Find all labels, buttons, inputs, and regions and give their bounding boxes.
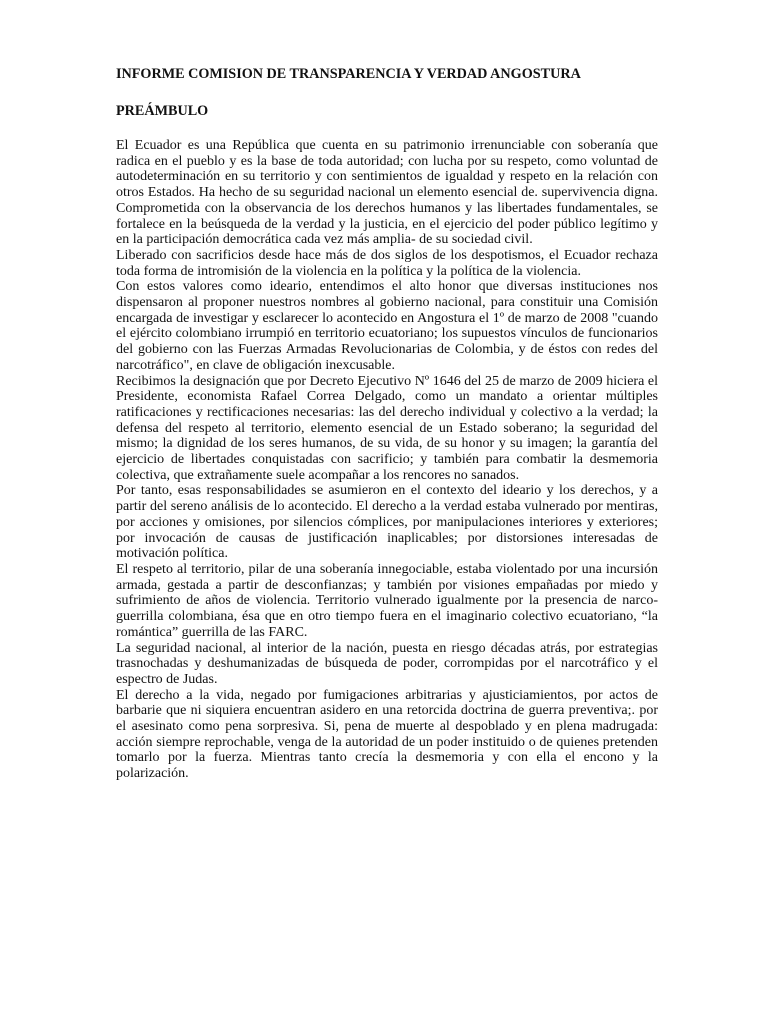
paragraph: Por tanto, esas responsabilidades se asumieron en el contexto del ideario y los derechos, y a partir del sereno análisis de lo acontecido. El derecho a la verdad estaba vulnerado por mentiras, por acciones y omisiones, por silencios cómplices, por manipulaciones interiores y exteriores; por invocación de causas de justificación inaplicables; por distorsiones interesadas de motivación política.	[116, 483, 658, 562]
paragraph: Recibimos la designación que por Decreto Ejecutivo Nº 1646 del 25 de marzo de 2009 hiciera el Presidente, economista Rafael Correa Delgado, como un mandato a orientar múltiples ratificaciones y rectificaciones necesarias: las del derecho individual y colectivo a la verdad; la defensa del respeto al territorio, elemento esencial de un Estado soberano; la seguridad del mismo; la dignidad de los seres humanos, de su vida, de su honor y su imagen; la garantía del ejercicio de libertades conquistadas con sacrificio; y también para combatir la desmemoria colectiva, que extrañamente suele acompañar a los rencores no sanados.	[116, 373, 658, 483]
paragraph: Liberado con sacrificios desde hace más de dos siglos de los despotismos, el Ecuador rechaza toda forma de intromisión de la violencia en la política y la política de la violencia.	[116, 247, 658, 279]
document-page	[116, 66, 658, 782]
section-heading-preambulo: PREÁMBULO	[116, 103, 209, 119]
document-title: INFORME COMISION DE TRANSPARENCIA Y VERDAD ANGOSTURA	[116, 66, 581, 82]
paragraph: La seguridad nacional, al interior de la nación, puesta en riesgo décadas atrás, por estrategias trasnochadas y deshumanizadas de búsqueda de poder, corrompidas por el narcotráfico y el espectro de Judas.	[116, 640, 658, 687]
paragraph: El derecho a la vida, negado por fumigaciones arbitrarias y ajusticiamientos, por actos de barbarie que ni siquiera encuentran asidero en una retorcida doctrina de guerra preventiva;. por el asesinato como pena sorpresiva. Si, pena de muerte al despoblado y en plena madrugada: acción siempre reprochable, venga de la autoridad de un poder instituido o de quienes pretenden tomarlo por la fuerza. Mientras tanto crecía la desmemoria y con ella el encono y la polarización.	[116, 687, 658, 782]
paragraph: El respeto al territorio, pilar de una soberanía innegociable, estaba violentado por una incursión armada, gestada a partir de desconfianzas; y también por visiones empañadas por miedo y sufrimiento de años de violencia. Territorio vulnerado igualmente por la presencia de narco-guerrilla colombiana, ésa que en otro tiempo fuera en el imaginario colectivo ecuatoriano, “la romántica” guerrilla de las FARC.	[116, 561, 658, 640]
paragraph: Con estos valores como ideario, entendimos el alto honor que diversas instituciones nos dispensaron al proponer nuestros nombres al gobierno nacional, para constituir una Comisión encargada de investigar y esclarecer lo acontecido en Angostura el 1º de marzo de 2008 "cuando el ejército colombiano irrumpió en territorio ecuatoriano; los supuestos vínculos de funcionarios del gobierno con las Fuerzas Armadas Revolucionarias de Colombia, y de éstos con redes del narcotráfico", en clave de obligación inexcusable.	[116, 279, 658, 373]
document-body	[116, 138, 658, 782]
paragraph: El Ecuador es una República que cuenta en su patrimonio irrenunciable con soberanía que radica en el pueblo y es la base de toda autoridad; con lucha por su respeto, como voluntad de autodeterminación en su territorio y con sentimientos de igualdad y respeto en la relación con otros Estados. Ha hecho de su seguridad nacional un elemento esencial de. supervivencia digna. Comprometida con la observancia de los derechos humanos y las libertades fundamentales, se fortalece en la beúsqueda de la verdad y la justicia, en el ejercicio del poder público legítimo y en la participación democrática cada vez más amplia- de su sociedad civil.	[116, 138, 658, 248]
